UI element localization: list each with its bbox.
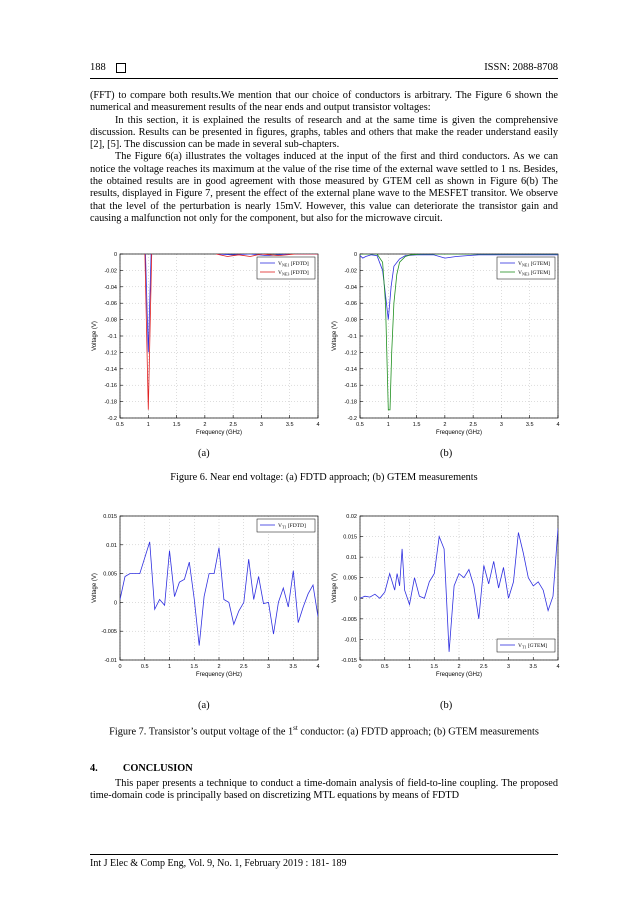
y-tick-label: -0.005 [101,629,117,636]
x-tick-label: 0.5 [140,664,149,670]
x-tick-label: 1.5 [412,422,421,428]
x-tick-label: 2 [443,422,447,428]
x-tick-label: 2.5 [469,422,477,428]
x-tick-label: 1 [407,664,412,670]
x-tick-label: 1 [386,422,390,428]
y-tick-label: -0.16 [344,383,357,390]
y-tick-label: 0.015 [343,534,357,541]
figure6-chart-b [322,246,572,446]
footer: Int J Elec & Comp Eng, Vol. 9, No. 1, February 2019 : 181- 189 [90,858,347,869]
y-tick-label: -0.06 [104,301,117,308]
y-axis-label: Voltage (V) [332,321,338,351]
y-tick-label: -0.14 [344,366,357,373]
axes [332,514,560,678]
x-tick-label: 3 [266,664,271,670]
y-tick-label: -0.12 [344,350,357,357]
footer-rule [90,854,558,855]
y-tick-label: -0.01 [104,658,117,664]
x-tick-label: 4 [556,664,560,670]
legend-label: $V_{NE1}$ [GTEM] [518,261,550,268]
axes [92,252,320,436]
header-rule [90,78,558,79]
y-tick-label: 0.005 [103,571,117,578]
section-number: 4. [90,763,98,774]
y-tick-label: -0.02 [104,268,117,275]
section-heading [90,763,193,774]
x-tick-label: 0.5 [380,664,389,670]
square-icon [116,63,126,73]
legend-label: $V_{NE1}$ [FDTD] [278,261,309,268]
x-tick-label: 2.5 [479,664,488,670]
x-tick-label: 2 [457,664,461,670]
paragraph: This paper presents a technique to conduct a time-domain analysis of field-to-line coupling. The proposed time-domain code is principally based on discretizing MTL equations by means of FDTD [90,778,558,802]
legend [497,639,555,652]
y-tick-label: -0.04 [344,284,357,291]
y-tick-label: -0.04 [104,284,117,291]
legend-label: $V_{NE3}$ [FDTD] [278,270,309,277]
x-tick-label: 0.5 [356,422,364,428]
x-axis-label: Frequency (GHz) [435,430,483,436]
figure7-chart-a [82,508,332,688]
x-tick-label: 3 [499,422,503,428]
y-tick-label: 0.01 [346,555,357,562]
y-axis-label: Voltage (V) [332,573,338,603]
x-tick-label: 3 [259,422,263,428]
figure6-label-a: (a) [198,448,210,459]
x-tick-label: 0 [358,664,362,670]
y-tick-label: 0.01 [106,542,117,549]
legend-label: $V_{T1}$ [FDTD] [278,523,306,530]
y-tick-label: -0.18 [104,399,117,406]
y-tick-label: -0.2 [347,416,357,422]
x-tick-label: 1 [167,664,172,670]
paragraph: (FFT) to compare both results.We mention that our choice of conductors is arbitrary. The Figure 6 shown the numerical and measurement results of the near ends and output transistor voltages: [90,90,558,114]
y-tick-label: -0.1 [347,334,357,340]
conclusion-text [90,778,558,803]
x-tick-label: 2.5 [229,422,237,428]
y-tick-label: 0.005 [343,575,357,582]
y-tick-label: -0.005 [341,616,357,623]
x-tick-label: 3.5 [289,664,298,670]
issn: ISSN: 2088-8708 [484,62,558,73]
x-tick-label: 1.5 [172,422,181,428]
y-tick-label: 0 [113,252,117,258]
x-tick-label: 2 [203,422,207,428]
y-tick-label: -0.015 [341,658,357,664]
x-tick-label: 3.5 [525,422,534,428]
figure7-label-a: (a) [198,700,210,711]
y-axis-label: Voltage (V) [92,573,98,603]
x-tick-label: 2 [217,664,221,670]
x-axis-label: Frequency (GHz) [195,672,243,678]
x-tick-label: 1.5 [430,664,439,670]
y-tick-label: 0 [353,596,357,603]
y-tick-label: -0.02 [344,268,357,275]
x-tick-label: 1 [146,422,150,428]
figure7-label-b: (b) [440,700,453,711]
x-axis-label: Frequency (GHz) [435,672,483,678]
legend [497,257,555,279]
figure7-caption: Figure 7. Transistor’s output voltage of the 1st conductor: (a) FDTD approach; (b) GTEM measurements [109,724,539,738]
y-tick-label: -0.16 [104,383,117,390]
x-tick-label: 3 [506,664,511,670]
x-tick-label: 0 [118,664,122,670]
x-tick-label: 3.5 [529,664,538,670]
y-tick-label: 0 [113,600,117,607]
body-text [90,90,558,225]
y-tick-label: 0 [353,252,357,258]
figure6-label-b: (b) [440,448,453,459]
y-tick-label: -0.2 [107,416,117,422]
axes [332,252,560,436]
y-tick-label: 0.015 [103,514,117,520]
y-tick-label: -0.14 [104,366,117,373]
paragraph: In this section, it is explained the results of research and at the same time is given the comprehensive discussion. Results can be presented in figures, graphs, tables and others that make the reader understand easily [2], [5]. The discussion can be made in several sub-chapters. [90,114,558,151]
y-tick-label: -0.06 [344,301,357,308]
y-tick-label: -0.08 [344,317,357,324]
legend [257,257,315,279]
figure6-chart-a [82,246,332,446]
paragraph: The Figure 6(a) illustrates the voltages induced at the input of the first and third conductors. As we can notice the voltage reaches its maximum at the value of the rise time of the external wave settled to 1 ns. Besides, the obtained results are in good agreement with those measured by GTEM cell as shown in Figure 6(b) The results, displayed in Figure 7, present the effect of the external plane wave to the MESFET transitor. We observe that the level of the perturbation is nearly 15mV. However, this value can deteriorate the transistor gain and causing a malfunction not only for the component, but also for the microwave circuit. [90,151,558,224]
x-tick-label: 4 [556,422,560,428]
legend-label: $V_{T1}$ [GTEM] [518,643,548,650]
x-tick-label: 2.5 [239,664,248,670]
page-header [90,62,558,76]
legend [257,519,315,532]
figure7-chart-b [322,508,572,688]
x-tick-label: 0.5 [116,422,124,428]
y-tick-label: -0.12 [104,350,117,357]
legend-label: $V_{NE3}$ [GTEM] [518,270,550,277]
y-axis-label: Voltage (V) [92,321,98,351]
figure6-caption: Figure 6. Near end voltage: (a) FDTD approach; (b) GTEM measurements [170,472,478,483]
x-tick-label: 4 [316,664,320,670]
x-tick-label: 1.5 [190,664,199,670]
section-title: CONCLUSION [122,763,193,774]
x-tick-label: 4 [316,422,320,428]
x-tick-label: 3.5 [285,422,294,428]
x-axis-label: Frequency (GHz) [195,430,243,436]
y-tick-label: -0.08 [104,317,117,324]
y-tick-label: -0.1 [107,334,117,340]
y-tick-label: -0.18 [344,399,357,406]
y-tick-label: 0.02 [346,514,357,520]
y-tick-label: -0.01 [344,637,357,644]
page-number: 188 [90,62,106,73]
